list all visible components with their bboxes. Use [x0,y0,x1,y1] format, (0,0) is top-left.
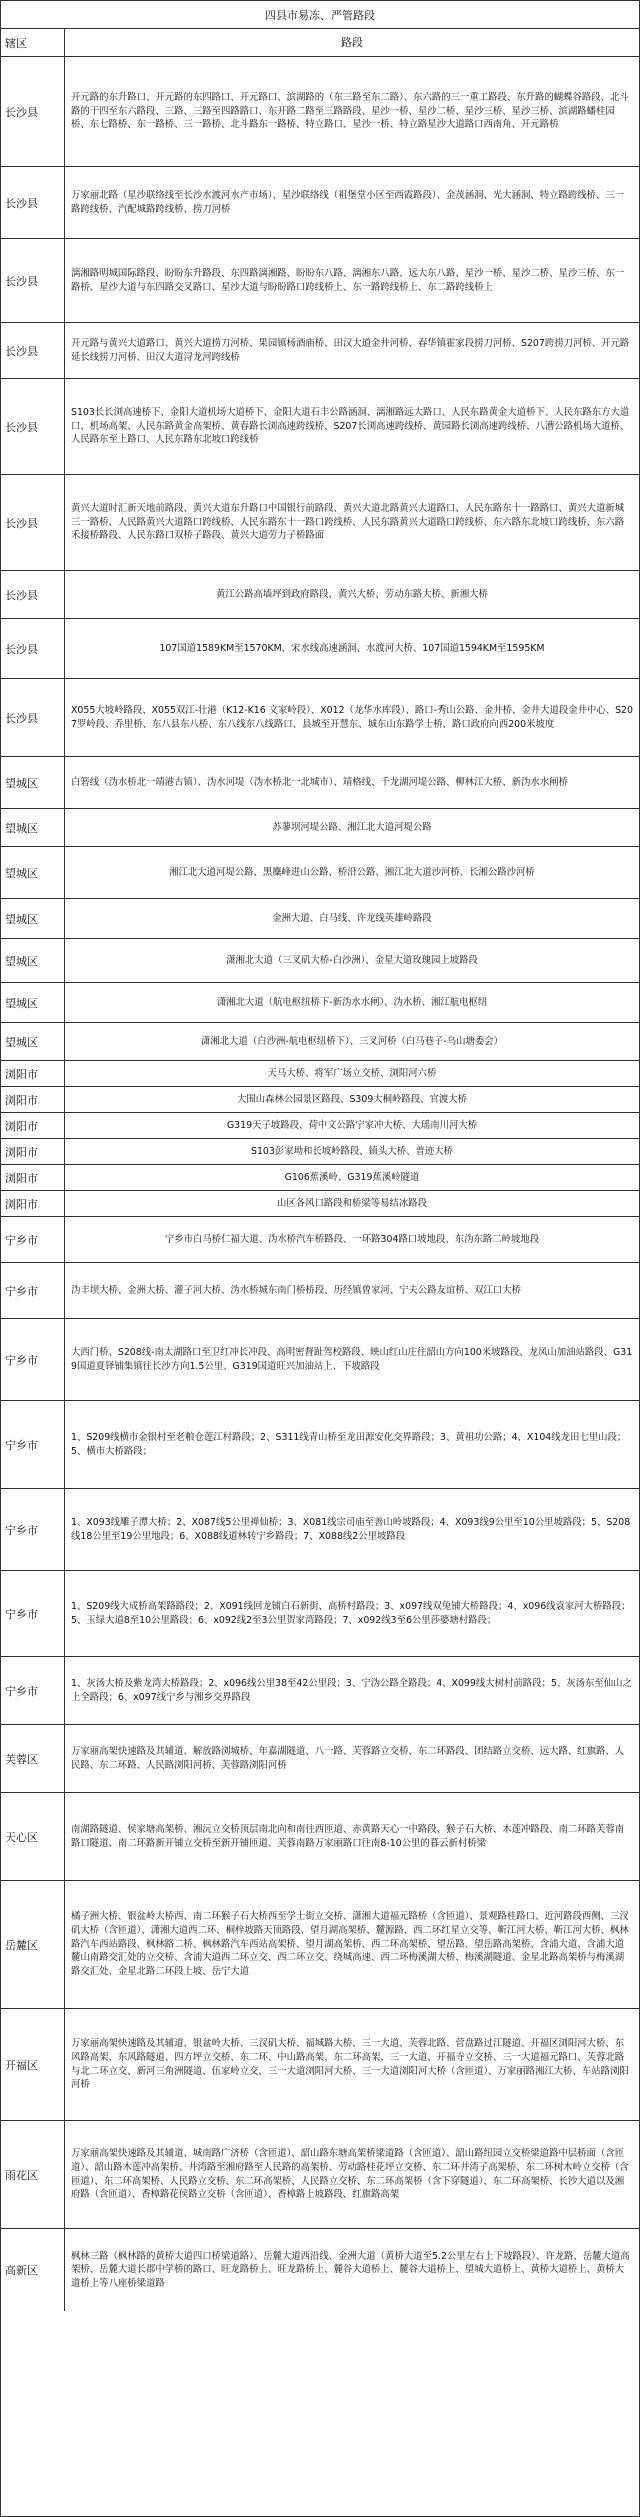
district-cell: 望城区 [1,983,65,1022]
district-cell: 宁乡市 [1,1263,65,1318]
district-cell: 望城区 [1,757,65,808]
district-cell: 望城区 [1,809,65,846]
road-cell: X055大坡岭路段、X055双江-壮港（K12-K16 文家岭段）、X012（龙华水库段）、路口-秀山公路、金井桥、金井大道段金井中心、S207罗岭段、乔里桥、东八县东八桥、东八线东八线路口、县城至开慧东、城东山东路学士桥、路口政府向西200米坡度 [71,704,633,730]
table-body [1,57,639,2311]
road-cell: 万家丽北路（星沙联络线至长沙水渡河水产市场）、星沙联络线（祖堡堂小区至西霞路段）、金茂涵洞、光大涵洞、特立路跨线桥、三一路跨线桥、汽配城路跨线桥、捞刀河桥 [71,189,625,215]
table-row [1,2229,639,2311]
table-row [1,2121,639,2229]
table-row [1,475,639,571]
district-cell: 宁乡市 [1,1217,65,1262]
road-cell: 沩丰坝大桥、金洲大桥、灌子河大桥、沩水桥城东南门桥桥段、历经镇曾家河、宁夫公路友谊桥、双江口大桥 [71,1284,522,1296]
road-cell: 1、灰汤大桥及紫龙湾大桥路段；2、x096线公里38至42公里段；3、宁沩公路全路段；4、X099线大树村前路段；5、灰汤东至仙山之上全路段；6、x097线宁乡与湘乡交界路段 [71,1677,632,1703]
table-row [1,1113,639,1139]
district-cell: 长沙县 [1,323,65,378]
district-cell: 宁乡市 [1,1401,65,1488]
table-title: 四县市易冻、严管路段 [265,8,375,22]
road-cell: 万家丽高架快速路及其辅道、解放路浏城桥、年嘉湖隧道、八一路、芙蓉路立交桥、东二环路段、团结路立交桥、远大路、红旗路、人民路、东二环路、人民路浏阳河桥、芙蓉路浏阳河桥 [71,1745,625,1771]
table-row [1,167,639,239]
road-cell: 107国道1589KM至1570KM、宋水线高速涵洞、水渡河大桥、107国道1594KM至1595KM [159,642,545,654]
district-cell: 望城区 [1,847,65,898]
road-cell: 南湖路隧道、侯家塘高架桥、湘沅立交桥顶层南北向和南往西匝道、赤黄路天心一中路段、猴子石大桥、木莲冲路段、南二环路芙蓉南路口隧道、南二环路新开铺立交桥至新开铺匝道、芙蓉南路万家丽路口往南8-10公里的暮云新村桥梁 [71,1823,625,1849]
header-district: 辖区 [1,29,65,56]
district-cell: 长沙县 [1,57,65,166]
road-cell: 天马大桥、将军广场立交桥、浏阳河六桥 [267,1067,437,1079]
road-cell: 金洲大道、白马线、许龙线英雄岭路段 [272,912,432,924]
district-cell: 长沙县 [1,679,65,756]
road-cell: 开元路的东升路口、开元路的东四路口、开元路口、滨湖路的（东三路至东二路）、东六路的三一重工路段、东升路的蝴蝶谷路段、北斗路的干四至东六路段、三路、三路至四路路口、东开路二路至三路路段、星沙一桥、星沙二桥、星沙三桥、星沙三桥、滨湖路蟠桂园桥、东七路桥、东一路桥、三一路桥、北斗路东一路桥、特立路口、星沙一桥、特立路星沙大道路口西南角、开元路桥 [71,92,629,131]
road-cell: 潇湘北大道（白沙洲-航电枢纽桥下）、三叉河桥（白马巷子-乌山塘委会） [200,1035,504,1047]
district-cell: 望城区 [1,1023,65,1060]
district-cell: 浏阳市 [1,1087,65,1112]
road-cell: 开元路与黄兴大道路口、黄兴大道捞刀河桥、果园镇杨酒庙桥、田汉大道金井河桥、春华镇霍家段捞刀河桥、S207跨捞刀河桥、开元路延长线捞刀河桥、田汉大道浔龙河跨线桥 [71,337,630,363]
district-cell: 芙蓉区 [1,1725,65,1792]
table-row [1,1139,639,1165]
table-row [1,983,639,1023]
district-cell: 长沙县 [1,571,65,618]
table-row [1,1489,639,1571]
road-cell: 苏蓼坝河堤公路、湘江北大道河堤公路 [272,821,432,833]
district-cell: 长沙县 [1,379,65,474]
table-row [1,1165,639,1191]
road-cell: 橘子洲大桥、银盆岭大桥西、南二环猴子石大桥西至学士街立交桥、潇湘大道福元路桥（含匝道）、景观路桂路口、近河路段西侧、三汊矶大桥（含匝道）、潇湘大道西二环、桐梓坡路天顶路段、望月湖高架桥、麓源路、西二环红星立交等、靳江河大桥、靳江河大桥、枫林路汽车西站路段、枫林路二桥、枫林路汽车西站高架桥、望月湖高架桥、西二环高架桥、望岳路、望岳路高架桥、含浦大道、含浦大道麓山南路交汇处的立交桥、含浦大道西二环立交、西二环立交、绕城高速、西二环梅溪湖大桥、梅溪湖隧道、金星北路高架桥与梅溪湖路交汇处、金星北路二环段上坡、岳宁大道 [71,1911,629,1977]
table-title-row [1,1,639,29]
road-cell: 宁乡市白马桥仁福大道、沩水桥汽车桥路段、一环路304路口坡地段、东沩东路二岭坡地段 [164,1233,540,1245]
district-cell: 宁乡市 [1,1319,65,1400]
table-row [1,323,639,379]
road-cell: G106蕉溪岭、G319蕉溪岭隧道 [284,1171,420,1183]
road-cell: 1、X093线雕子潭大桥；2、X087线5公里禅仙桥；3、X081线宗司庙至善山岭坡路段；4、X093线9公里至10公里坡路段；5、S208线18公里至19公里地段；6、X088线道林转宁乡路段；7、X088线2公里坡路段 [71,1516,631,1542]
road-cell: 大围山森林公园景区路段、S309大桐岭路段、官渡大桥 [236,1093,468,1105]
district-cell: 浏阳市 [1,1165,65,1190]
table-row [1,379,639,475]
road-cell: 黄江公路高墙坪到政府路段、黄兴大桥、劳动东路大桥、新湘大桥 [216,588,488,600]
road-cell: 枫林三路（枫林路的黄桥大道四口桥梁道路）、岳麓大道西沿线、金洲大道（黄桥大道至5.2公里左右上下坡路段）、许龙路、岳麓大道高架桥、岳麓大道长郡中学桥的路口、旺龙路桥上、旺龙路桥上、麓谷大道桥上、麓谷大道桥上、望城大道桥上、黄桥大道桥上、黄桥大道桥上等八座桥梁道路 [71,2250,630,2289]
road-cell: 1、S209线大成桥高架路路段；2、X091线回龙铺白石新街、高桥村路段；3、x097线双兔铺大桥路段；4、x096线袁家河大桥路段；5、玉绿大道8至10公里路段；6、x092线2至3公里贺家湾路段；7、x092线3至6公里莎婆塘村路段； [71,1600,631,1626]
table-row [1,847,639,899]
district-cell: 长沙县 [1,619,65,678]
district-cell: 浏阳市 [1,1139,65,1164]
road-cell: 潇湘北大道（三叉矶大桥-白沙洲）、金星大道玫瑰园上坡路段 [226,954,478,966]
district-cell: 宁乡市 [1,1657,65,1724]
table-row [1,1023,639,1061]
table-row [1,809,639,847]
district-cell: 天心区 [1,1793,65,1880]
road-cell: 湘江北大道河堤公路、黑麋峰进山公路、桥沿公路、湘江北大道沙河桥、长湘公路沙河桥 [169,866,535,878]
road-cell: G319天子坡路段、荷中文公路宁家冲大桥、大瑶南川河大桥 [226,1119,478,1131]
table-row [1,1571,639,1657]
road-cell: 1、S209线横市金银村至老粮仓莲江村路段；2、S311线青山桥至龙田源安化交界路段；3、黄祖功公路；4、X104线龙田七里山段；5、横市大桥路段； [71,1431,627,1457]
table-row [1,1263,639,1319]
district-cell: 长沙县 [1,475,65,570]
district-cell: 宁乡市 [1,1571,65,1656]
district-cell: 高新区 [1,2229,65,2311]
table-row [1,899,639,939]
district-cell: 长沙县 [1,239,65,322]
table-row [1,757,639,809]
road-cell: 白箬线（沩水桥北一靖港古镇）、沩水河堤（沩水桥北一北城市）、靖格线、千龙湖河堤公路、柳林江大桥、新沩水水闸桥 [71,776,568,788]
header-road: 路段 [341,35,363,49]
district-cell: 长沙县 [1,167,65,238]
table-row [1,1319,639,1401]
district-cell: 浏阳市 [1,1191,65,1216]
district-cell: 雨花区 [1,2121,65,2228]
district-cell: 望城区 [1,939,65,982]
table-row [1,1191,639,1217]
district-cell: 浏阳市 [1,1113,65,1138]
district-cell: 望城区 [1,899,65,938]
table-row [1,1061,639,1087]
table-row [1,1793,639,1881]
table-row [1,571,639,619]
table-row [1,619,639,679]
district-cell: 开福区 [1,2009,65,2120]
table-row [1,1881,639,2009]
table-row [1,1401,639,1489]
road-cell: 万家丽高架快速路及其辅道、城南路广济桥（含匝道）、韶山路东塘高架桥梁道路（含匝道）、韶山路纽园立交桥梁道路中层桥面（含匝道）、韶山路木莲冲高架桥、井湾路至湘府路至人民路的高架桥、劳动路桂花坪立交桥、东二环井湾子高架桥、东二环树木岭立交桥（含匝道）、东二环高架桥、人民路立交桥、东二环高架桥、人民路立交桥、东二环高架桥（含下穿隧道）、东二环高架桥、长沙大道以及湘府路（含匝道）、香樟路花侯路立交桥（含匝道）、香樟路上坡路段、红旗路高架 [71,2148,629,2201]
road-cell: 大西门桥、S208线-南太湖路口至卫红冲长冲段、高明密督趾驾校路段、映山红山庄往韶山方向100米坡路段、龙凤山加油站路段、G319国道夏铎铺集镇往长沙方向1.5公里、G319国道旺兴加油站上、下坡路段 [71,1346,633,1372]
road-cell: 黄兴大道时汇新天地前路段、黄兴大道东升路口中国银行前路段、黄兴大道北路黄兴大道路口、人民东路东十一路路口、黄兴大道新城三一路桥、人民路黄兴大道路口跨线桥、人民东路东十一路口跨线桥、人民东路黄兴大道路口跨线桥、东六路东北坡口跨线桥、东六路禾接桥路段、人民东路口双桥子路段、黄兴大道劳力子桥路面 [71,503,625,542]
table-row [1,1087,639,1113]
table-row [1,1725,639,1793]
table-row [1,57,639,167]
road-cell: 潇湘北大道（航电枢纽桥下-新沩水水闸）、沩水桥、湘江航电枢纽 [216,996,488,1008]
table-row [1,939,639,983]
road-cell: 漓湘路明城国际路段、盼盼东升路段、东四路漓湘路、盼盼东八路、漓湘东八路、远大东八路、星沙一桥、星沙二桥、星沙三桥、东一路桥、星沙大道与东四路交叉路口、星沙大道与盼盼路口跨线桥上、东一路跨线桥上、东二路跨线桥上 [71,267,625,293]
district-cell: 浏阳市 [1,1061,65,1086]
district-cell: 宁乡市 [1,1489,65,1570]
district-cell: 岳麓区 [1,1881,65,2008]
road-cell: 万家丽高架快速路及其辅道、银盆岭大桥、三汊矶大桥、福城路大桥、三一大道、芙蓉北路、营盘路过江隧道、开福区浏阳河大桥、东风路高架、东风路隧道、四方坪立交桥、东二环、中山路高架、东二环高架、三一大道、开福寺立交桥、三一大道福元路口、芙蓉北路与北二环立交、新河三角洲隧道、伍家岭立交、三一大道浏阳河大桥、三一大道浏阳河大桥（含匝道）、万家丽路湘江大桥、车站路浏阳河桥 [71,2038,629,2091]
road-cell: S103长长浏高速桥下、金阳大道机场大道桥下、金阳大道石丰公路涵洞、漓湘路远大路口、人民东路黄金大道桥下、人民东路东方大道口、机场高架、人民东路黄金高架桥、黄春路长浏高速跨线桥、S207长浏高速跨线桥、黄园路长浏高速跨线桥、八漕公路机场大道桥、人民路东至上路口、人民东路东北坡口跨线桥 [71,407,630,446]
table-row [1,239,639,323]
table-row [1,1217,639,1263]
road-cell: S103彭家坳和长坡岭路段、镇头大桥、普迹大桥 [251,1145,453,1157]
table-row [1,2009,639,2121]
road-cell: 山区各风口路段和桥梁等易结冰路段 [276,1197,427,1209]
table-row [1,1657,639,1725]
table-row [1,679,639,757]
table-header-row [1,29,639,57]
